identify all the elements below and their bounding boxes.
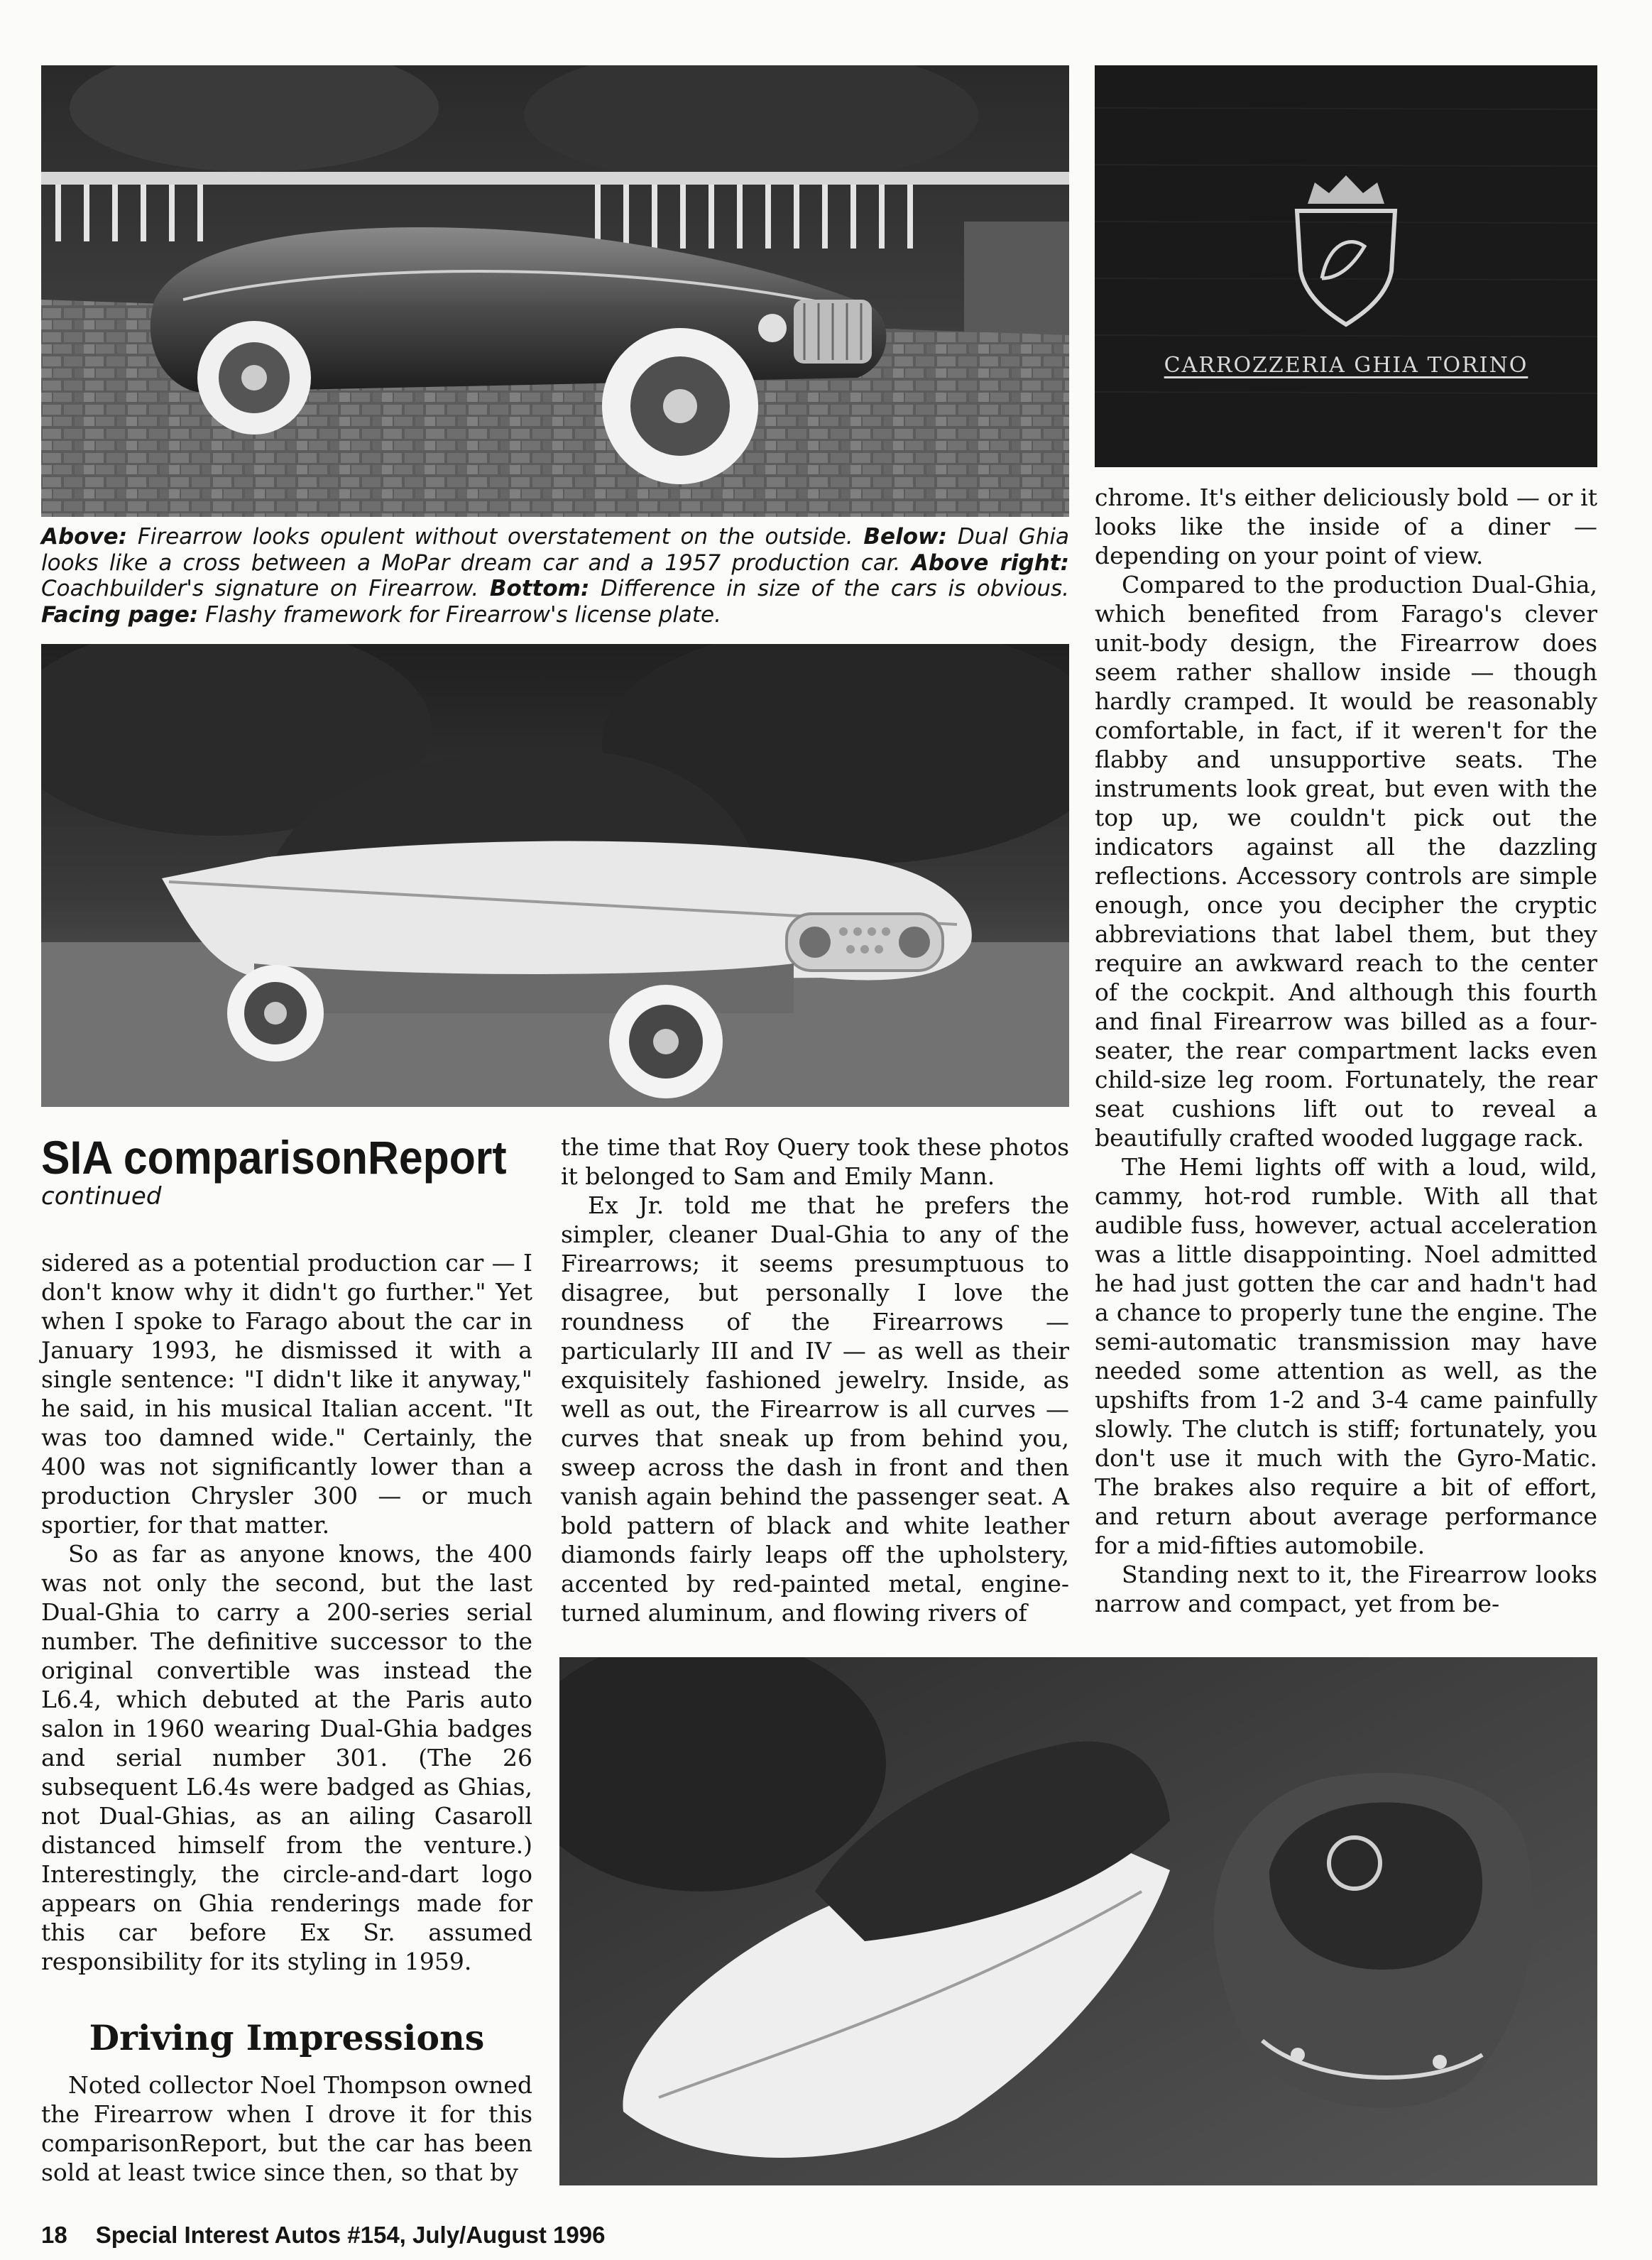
coupe-illustration <box>41 644 1069 1107</box>
article-paragraph: chrome. It's either deliciously bold — or it looks like the inside of a diner — depending on your point of view. <box>1095 484 1597 569</box>
caption-label-above-right: Above right: <box>911 550 1069 576</box>
section-title: SIA comparisonReport <box>41 1131 507 1184</box>
caption-label-above: Above: <box>41 524 128 550</box>
publication-info: Special Interest Autos #154, July/August 1996 <box>95 2222 606 2248</box>
article-paragraph: Standing next to it, the Firearrow looks narrow and compact, yet from be- <box>1095 1561 1597 1617</box>
article-column-left <box>41 1248 532 1976</box>
caption-text-above-right: Coachbuilder's signature on Firearrow. <box>41 576 490 601</box>
article-paragraph: sidered as a potential production car — I don't know why it didn't go further." Yet when I spoke to Farago about the car in January 1993, he dismissed it with a single sentence: "I didn't like it anyway," he said, in his musical Italian accent. "It was too damned wide." Certainly, the 400 was not significantly lower than a production Chrysler 300 — or much sportier, for that matter. <box>41 1249 532 1539</box>
article-paragraph: Ex Jr. told me that he prefers the simpler, cleaner Dual-Ghia to any of the Firearrows; it seems presumptuous to disagree, but personally I love the roundness of the Firearrows — particularly III and IV — as well as their exquisitely fashioned jewelry. Inside, as well as out, the Firearrow is all curves — curves that sneak up from behind you, sweep across the dash in front and then vanish again behind the passenger seat. A bold pattern of black and white leather diamonds fairly leaps off the upholstery, accented by red-painted metal, engine-turned aluminum, and flowing rivers of <box>561 1191 1069 1627</box>
photo-caption <box>41 524 1069 628</box>
subheading-driving-impressions: Driving Impressions <box>89 2017 485 2058</box>
caption-label-below: Below: <box>863 524 948 550</box>
photo-dual-ghia-coupe <box>41 644 1069 1107</box>
article-column-middle <box>561 1132 1069 1627</box>
coachbuilder-signature-text: CARROZZERIA GHIA TORINO <box>1164 353 1528 378</box>
photo-ghia-signature <box>1095 65 1597 467</box>
caption-text-facing-page: Flashy framework for Firearrow's license plate. <box>198 601 721 628</box>
article-column-right <box>1095 483 1597 1618</box>
section-heading <box>41 1132 531 1211</box>
article-paragraph: the time that Roy Query took these photos it belonged to Sam and Emily Mann. <box>561 1133 1069 1190</box>
article-paragraph: The Hemi lights off with a loud, wild, cammy, hot-rod rumble. With all that audible fuss, however, actual acceleration was a little disappointing. Noel admitted he had just gotten the car and hadn't had a chance to properly tune the engine. The semi-automatic transmission may have needed some attention as well, as the upshifts from 1-2 and 3-4 came painfully slowly. The clutch is stiff; fortunately, you don't use it much with the Gyro-Matic. The brakes also require a bit of effort, and return about average performance for a mid-fifties automobile. <box>1095 1153 1597 1559</box>
caption-text-below: Dual Ghia looks like a cross between a MoPar dream car and a 1957 production car. <box>41 524 1069 576</box>
article-paragraph: Compared to the production Dual-Ghia, which benefited from Farago's clever unit-body design, the Firearrow does seem rather shallow inside — though hardly cramped. It would be reasonably comfortable, in fact, if it weren't for the flabby and unsupportive seats. The instruments look great, but even with the top up, we couldn't pick out the indicators against all the dazzling reflections. Accessory controls are simple enough, once you decipher the cryptic abbreviations that label them, but they require an awkward reach to the center of the cockpit. And although this fourth and final Firearrow was billed as a four-seater, the rear compartment lacks even child-size leg room. Fortunately, the rear seat cushions lift out to reveal a beautifully crafted wooded luggage rack. <box>1095 571 1597 1152</box>
caption-text-bottom: Difference in size of the cars is obvious. <box>589 576 1069 601</box>
article-column-left-bottom <box>41 2070 532 2187</box>
caption-label-facing-page: Facing page: <box>41 601 199 628</box>
article-paragraph: Noted collector Noel Thompson owned the Firearrow when I drove it for this comparisonReport, but the car has been sold at least twice since then, so that by <box>41 2071 532 2186</box>
convertible-illustration <box>41 65 1069 517</box>
section-subtitle: continued <box>41 1182 162 1211</box>
photo-firearrow-convertible <box>41 65 1069 517</box>
article-paragraph: So as far as anyone knows, the 400 was not only the second, but the last Dual-Ghia to carry a 200-series serial number. The definitive successor to the original convertible was instead the L6.4, which debuted at the Paris auto salon in 1960 wearing Dual-Ghia badges and serial number 301. (The 26 subsequent L6.4s were badged as Ghias, not Dual-Ghias, as an ailing Casaroll distanced himself from the venture.) Interestingly, the circle-and-dart logo appears on Ghia renderings made for this car before Ex Sr. assumed responsibility for its styling in 1959. <box>41 1540 532 1975</box>
caption-text-above: Firearrow looks opulent without overstatement on the outside. <box>127 524 864 550</box>
comparison-illustration <box>559 1657 1597 2185</box>
caption-label-bottom: Bottom: <box>489 576 590 601</box>
photo-cars-size-comparison <box>559 1657 1597 2185</box>
ghia-badge-icon <box>1095 65 1597 467</box>
page-number: 18 <box>41 2222 67 2248</box>
page-footer <box>41 2221 605 2249</box>
